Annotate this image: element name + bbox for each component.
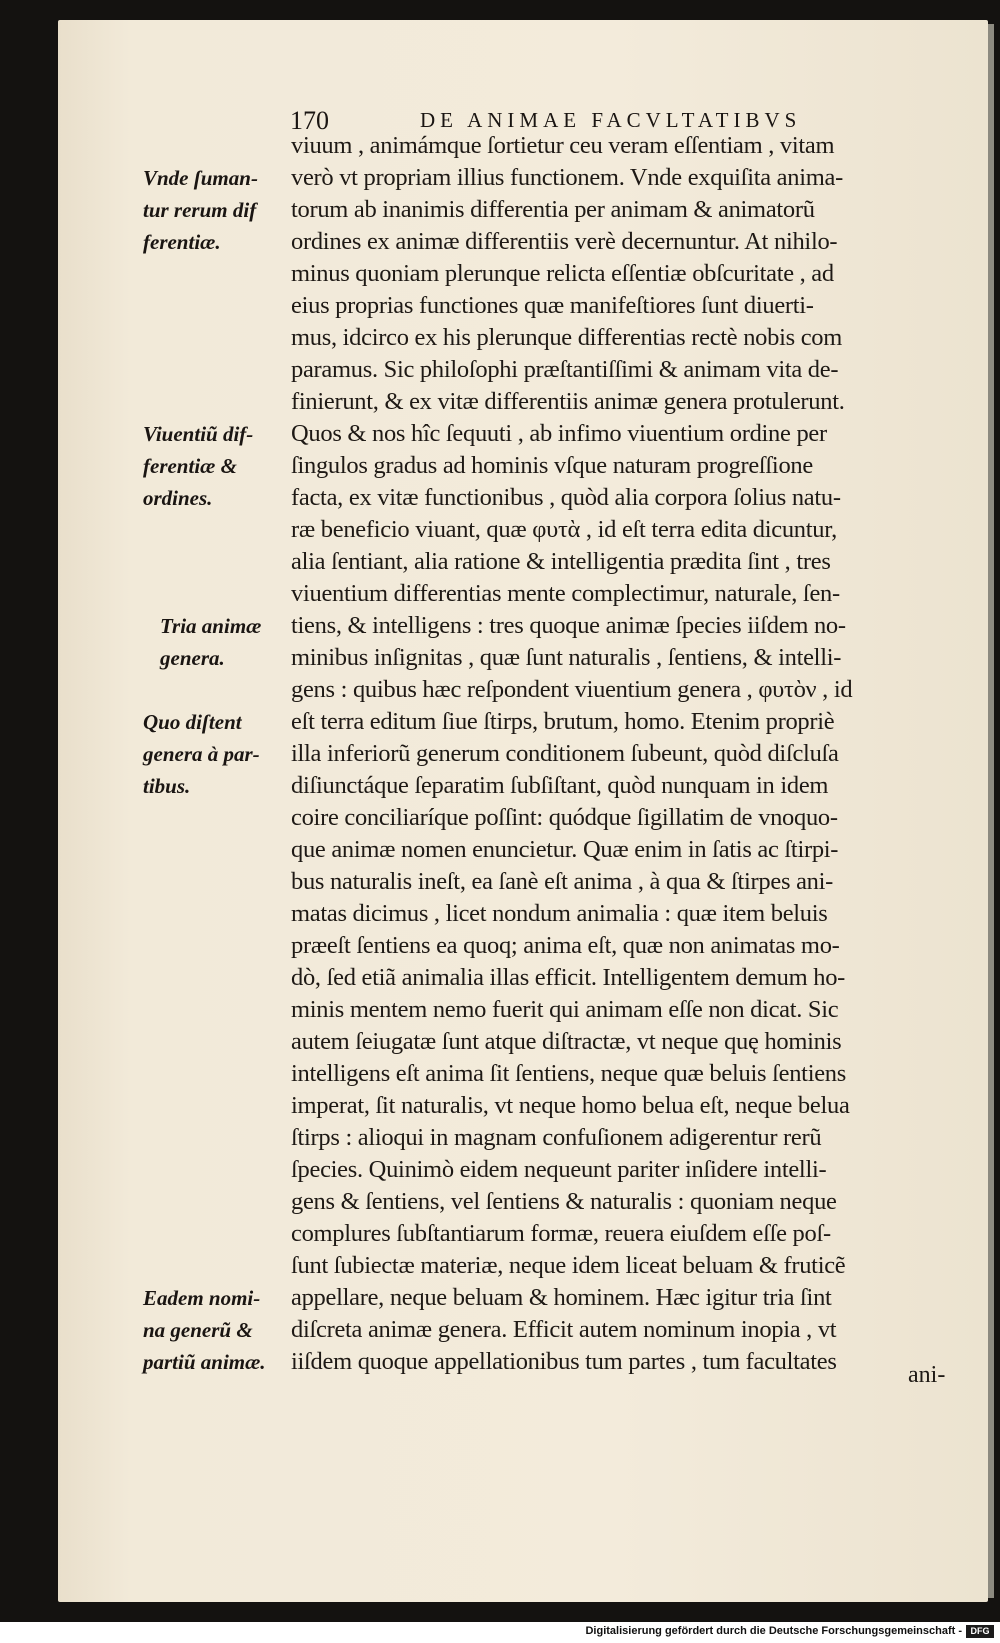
text-line: imperat, ſit naturalis, vt neque homo belua eſt, neque belua — [291, 1092, 850, 1119]
text-line: finierunt, & ex vitæ differentiis animæ genera protulerunt. — [291, 388, 845, 415]
text-line: intelligens eſt anima ſit ſentiens, neque quæ beluis ſentiens — [291, 1060, 847, 1087]
text-line: tiens, & intelligens : tres quoque animæ ſpecies iiſdem no- — [291, 612, 846, 639]
text-line: que animæ nomen enuncietur. Quæ enim in ſatis ac ſtirpi- — [291, 836, 839, 863]
text-line: ſunt ſubiectæ materiæ, neque idem liceat beluam & fruticẽ — [291, 1252, 846, 1279]
text-line: illa inferiorũ generum conditionem ſubeunt, quòd diſcluſa — [291, 740, 839, 767]
text-line: diſcreta animæ genera. Efficit autem nominum inopia , vt — [291, 1316, 837, 1343]
margin-note-vnde-sumantur — [143, 162, 283, 258]
margin-note-line: ferentiæ & — [143, 454, 237, 478]
text-line: iiſdem quoque appellationibus tum partes , tum facultates — [291, 1348, 837, 1375]
text-line: torum ab inanimis differentia per animam & animatorũ — [291, 196, 815, 223]
catchword: ani- — [908, 1362, 946, 1388]
text-line: facta, ex vitæ functionibus , quòd alia corpora ſolius natu- — [291, 484, 841, 511]
text-line: diſiunctáque ſeparatim ſubſiſtant, quòd nunquam in idem — [291, 772, 829, 799]
text-line: paramus. Sic philoſophi præſtantiſſimi & animam vita de- — [291, 356, 839, 383]
page-edge — [988, 24, 994, 1598]
margin-note-line: ordines. — [143, 486, 213, 510]
margin-note-viventium — [143, 418, 283, 514]
text-line: ſpecies. Quinimò eidem nequeunt pariter inſidere intelli- — [291, 1156, 827, 1183]
text-line: dò, ſed etiã animalia illas efficit. Intelligentem demum ho- — [291, 964, 846, 991]
margin-note-eadem-nomina — [143, 1282, 283, 1378]
text-line: viuentium differentias mente complectimur, naturale, ſen- — [291, 580, 840, 607]
margin-note-line: Vnde ſuman- — [143, 166, 258, 190]
margin-note-line: Quo diſtent — [143, 710, 242, 734]
text-line: eſt terra editum ſiue ſtirps, brutum, homo. Etenim propriè — [291, 708, 835, 735]
text-line: alia ſentiant, alia ratione & intelligentia prædita ſint , tres — [291, 548, 831, 575]
dfg-logo: DFG — [966, 1625, 994, 1638]
margin-note-quo-distent — [143, 706, 283, 802]
text-line: ſingulos gradus ad hominis vſque naturam progreſſione — [291, 452, 813, 479]
text-line: bus naturalis ineſt, ea ſanè eſt anima , à qua & ſtirpes ani- — [291, 868, 834, 895]
margin-note-line: genera à par- — [143, 742, 260, 766]
text-line: ordines ex animæ differentiis verè decernuntur. At nihilo- — [291, 228, 838, 255]
margin-note-tria-animae — [160, 610, 300, 674]
body-text — [291, 130, 951, 1378]
margin-note-line: genera. — [160, 646, 225, 670]
funding-credit: Digitalisierung gefördert durch die Deutsche Forschungsgemeinschaft - — [585, 1625, 962, 1637]
text-line: appellare, neque beluam & hominem. Hæc igitur tria ſint — [291, 1284, 832, 1311]
text-line: autem ſeiugatæ ſunt atque diſtractæ, vt neque quę hominis — [291, 1028, 842, 1055]
text-line: gens : quibus hæc reſpondent viuentium genera , φυτὸν , id — [291, 676, 853, 703]
margin-note-line: tibus. — [143, 774, 191, 798]
running-title: DE ANIMAE FACVLTATIBVS — [420, 108, 802, 132]
text-line: mus, idcirco ex his plerunque differentias rectè nobis com — [291, 324, 843, 351]
margin-note-line: Eadem nomi- — [143, 1286, 261, 1310]
margin-note-line: partiũ animæ. — [143, 1350, 266, 1374]
footer-strip — [0, 1622, 1000, 1643]
text-line: ræ beneficio viuant, quæ φυτὰ , id eſt terra edita dicuntur, — [291, 516, 837, 543]
text-line: viuum , animámque ſortietur ceu veram eſſentiam , vitam — [291, 132, 835, 159]
margin-note-line: Viuentiũ dif- — [143, 422, 254, 446]
text-line: coire conciliaríque poſſint: quódque ſigillatim de vnoquo- — [291, 804, 838, 831]
text-line: Quos & nos hîc ſequuti , ab infimo viuentium ordine per — [291, 420, 827, 447]
margin-note-line: na generũ & — [143, 1318, 253, 1342]
text-line: præeſt ſentiens ea quoq; anima eſt, quæ non animatas mo- — [291, 932, 840, 959]
text-line: ſtirps : alioqui in magnam confuſionem adigerentur rerũ — [291, 1124, 822, 1151]
text-line: minibus inſignitas , quæ ſunt naturalis , ſentiens, & intelli- — [291, 644, 842, 671]
text-line: matas dicimus , licet nondum animalia : quæ item beluis — [291, 900, 828, 927]
text-line: minus quoniam plerunque relicta eſſentiæ obſcuritate , ad — [291, 260, 834, 287]
text-line: minis mentem nemo fuerit qui animam eſſe non dicat. Sic — [291, 996, 839, 1023]
text-line: eius proprias functiones quæ manifeſtiores ſunt diuerti- — [291, 292, 814, 319]
text-line: gens & ſentiens, vel ſentiens & naturalis : quoniam neque — [291, 1188, 837, 1215]
text-line: complures ſubſtantiarum formæ, reuera eiuſdem eſſe poſ- — [291, 1220, 831, 1247]
margin-note-line: ferentiæ. — [143, 230, 221, 254]
text-line: verò vt propriam illius functionem. Vnde exquiſita anima- — [291, 164, 843, 191]
page-number: 170 — [290, 106, 329, 135]
margin-note-line: tur rerum dif — [143, 198, 257, 222]
margin-note-line: Tria animæ — [160, 614, 262, 638]
